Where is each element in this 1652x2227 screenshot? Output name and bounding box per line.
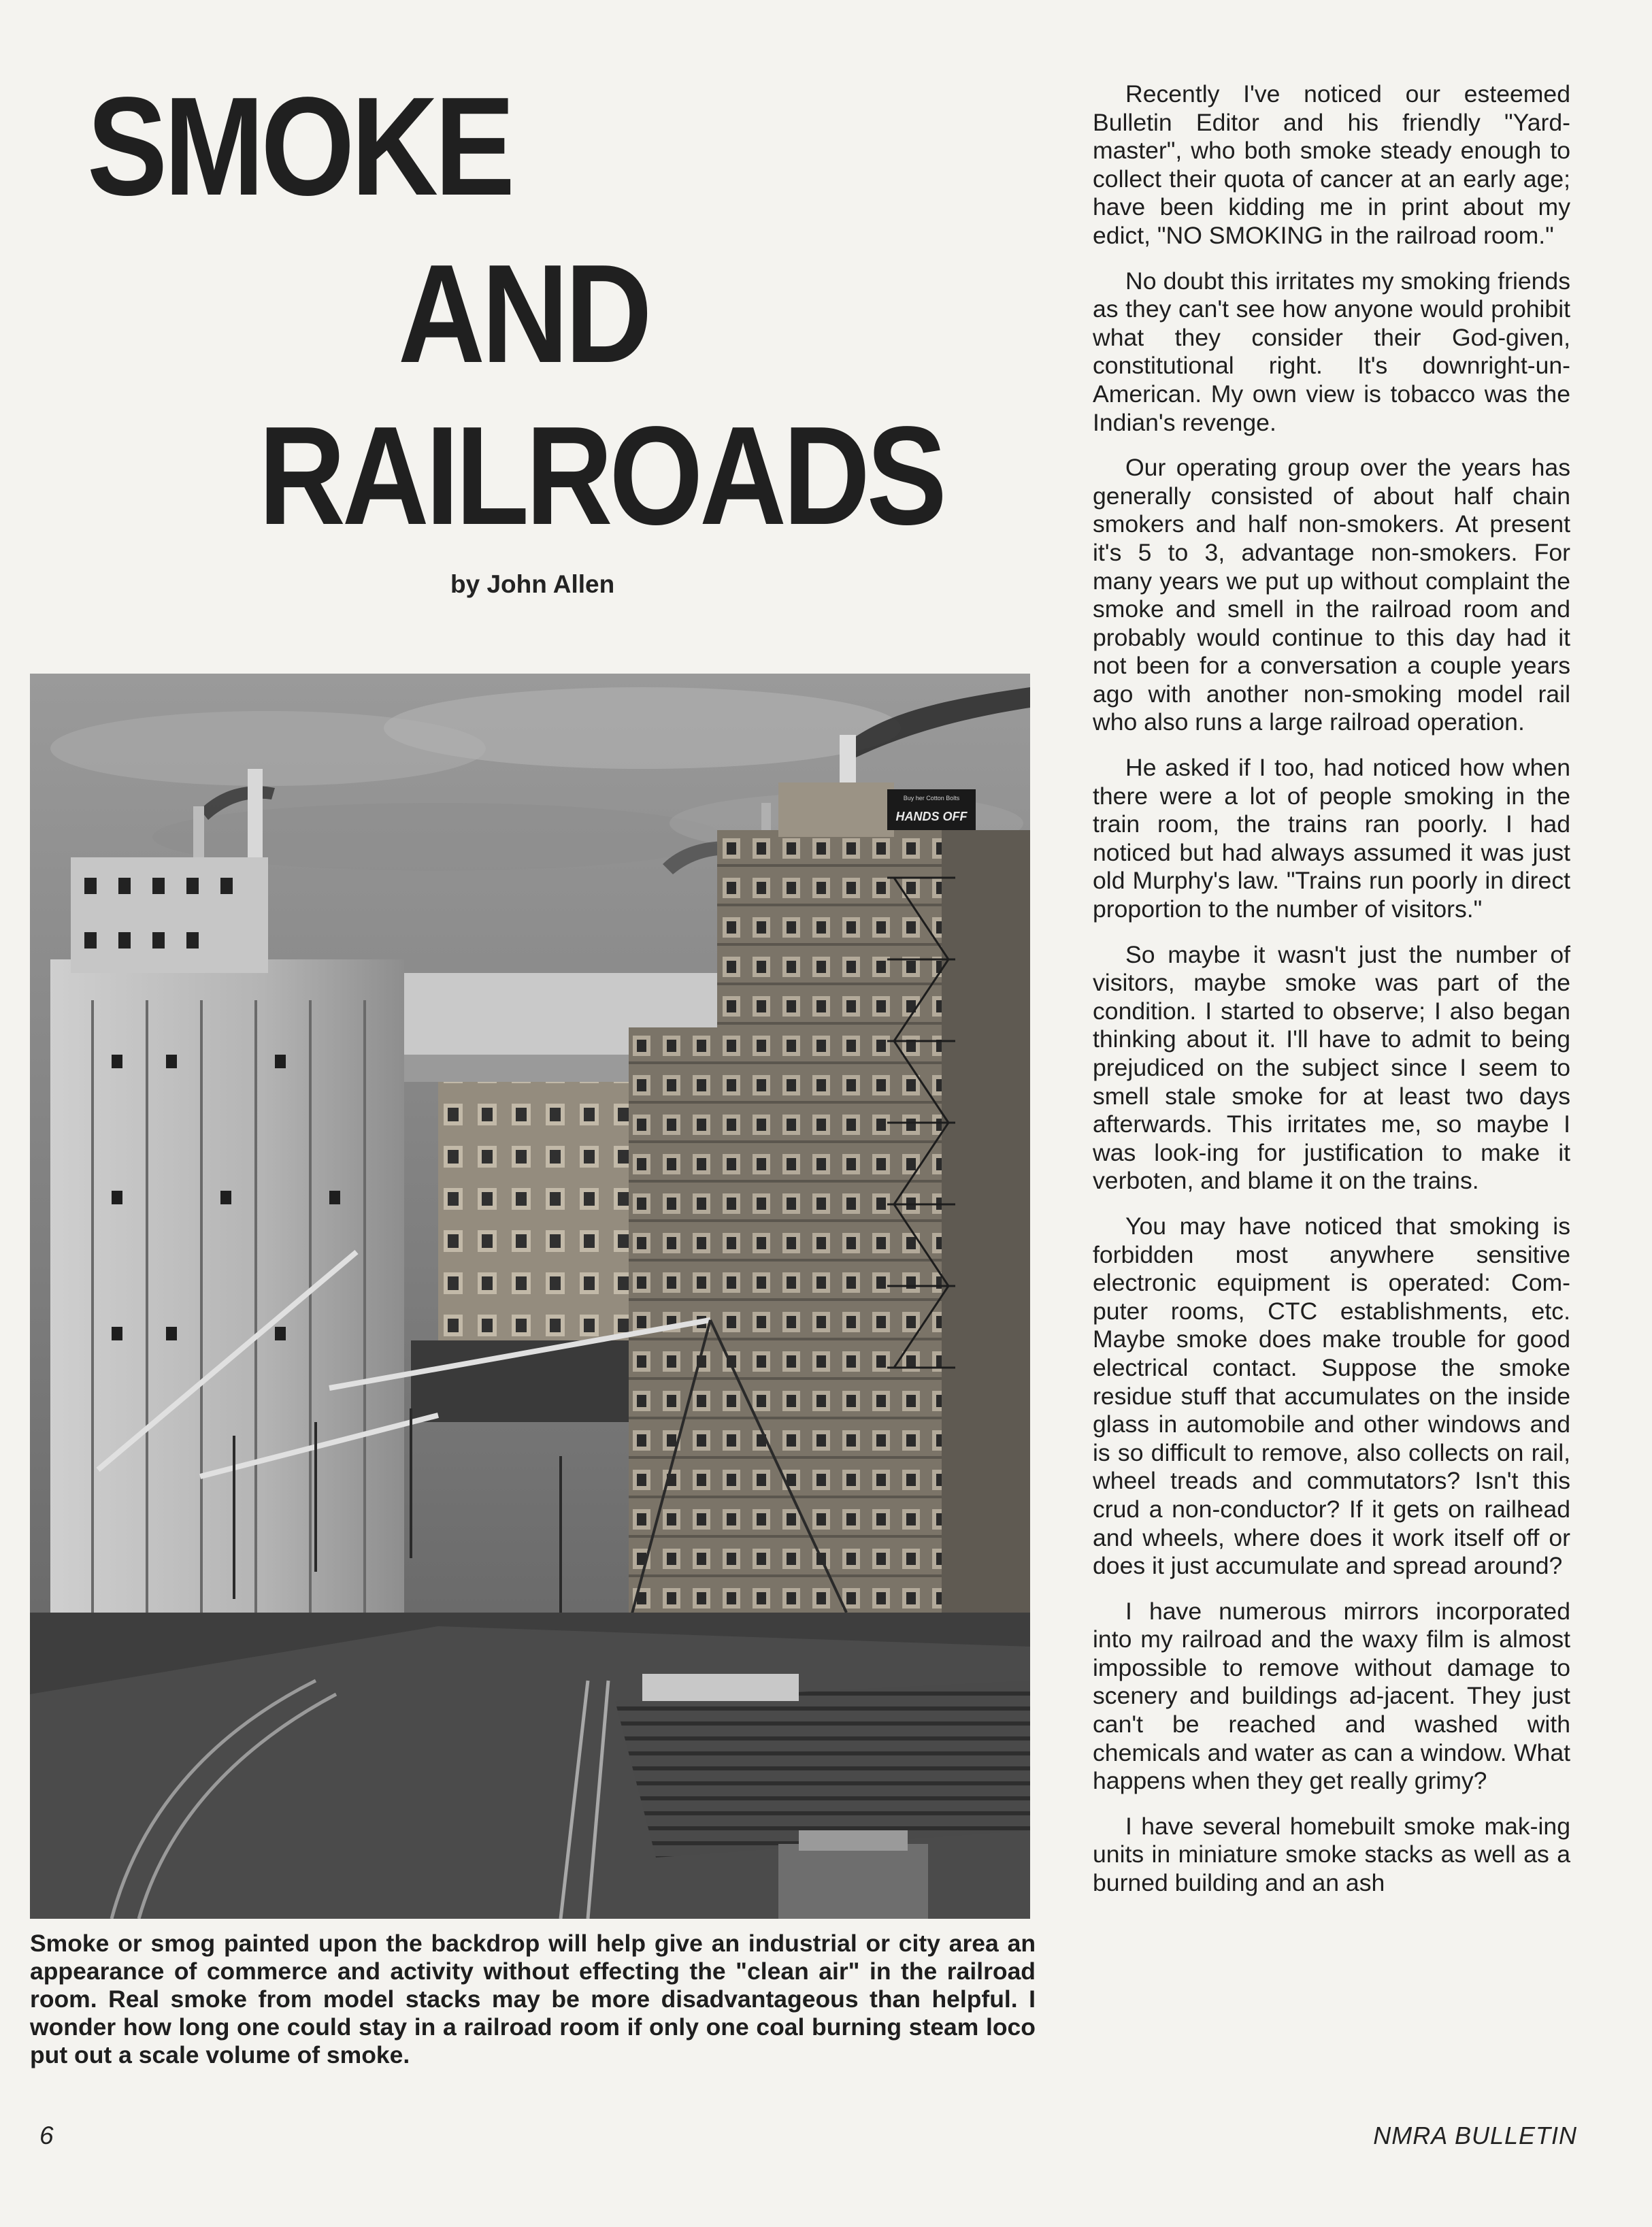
publication-name: NMRA BULLETIN (1373, 2122, 1577, 2149)
article-title-line-1: SMOKE (87, 68, 512, 225)
article-body-column (1093, 80, 1570, 1915)
rooftop-sign-main-text: HANDS OFF (895, 810, 968, 823)
rooftop-sign-small-text: Buy her Cotton Bolts (903, 795, 960, 802)
byline: by John Allen (450, 570, 615, 598)
page-number: 6 (39, 2122, 54, 2149)
body-paragraph-3: Our operating group over the years has generally consisted of about half chain smokers and half non-smokers. At present it's 5 to 3, advantage non-smokers. For many years we put up without complaint the smoke and smell in the railroad room and probably would continue to this day had it not been for a conversation a couple years ago with another non-smoking model rail who also runs a large railroad operation. (1093, 454, 1570, 736)
layout-photo (30, 674, 1030, 1919)
article-title-line-3: RAILROADS (259, 397, 944, 554)
body-paragraph-2: No doubt this irritates my smoking friends as they can't see how anyone would prohibit what they consider their God-given, constitutional right. It's downright-un-American. My own view is tobacco was the Indian's revenge. (1093, 267, 1570, 436)
body-paragraph-1: Recently I've noticed our esteemed Bulletin Editor and his friendly "Yard-master", who both smoke steady enough to collect their quota of cancer at an early age; have been kidding me in print about my edict, "NO SMOKING in the railroad room." (1093, 80, 1570, 249)
body-paragraph-4: He asked if I too, had noticed how when there were a lot of people smoking in the train room, the trains ran poorly. I had noticed but had always assumed it was just old Murphy's law. "Trains run poorly in direct proportion to the number of visitors." (1093, 754, 1570, 923)
body-paragraph-5: So maybe it wasn't just the number of visitors, maybe smoke was part of the condition. I started to observe; I also began thinking about it. I'll have to admit to being prejudiced on the subject since I seem to smell stale smoke for at least two days afterwards. This irritates me, so maybe I was look-ing for justification to make it verboten, and blame it on the trains. (1093, 940, 1570, 1195)
photo-caption: Smoke or smog painted upon the backdrop will help give an industrial or city area an appearance of commerce and activity without effecting the "clean air" in the railroad room. Real smoke from model stacks may be more disadvantageous than helpful. I wonder how long one could stay in a railroad room if only one coal burning steam loco put out a scale volume of smoke. (30, 1930, 1036, 2068)
body-paragraph-8: I have several homebuilt smoke mak-ing units in miniature smoke stacks as well as a burned building and an ash (1093, 1812, 1570, 1897)
body-paragraph-7: I have numerous mirrors incorporated into my railroad and the waxy film is almost impossible to remove without damage to scenery and buildings ad-jacent. They just can't be reached and washed with chemicals and water as can a window. What happens when they get really grimy? (1093, 1597, 1570, 1795)
body-paragraph-6: You may have noticed that smoking is forbidden most anywhere sensitive electronic equipment is operated: Com-puter rooms, CTC establishments, etc. Maybe smoke does make trouble for good electrical contact. Suppose the smoke residue stuff that accumulates on the inside glass in automobile and other windows and is so difficult to remove, also collects on rail, wheel treads and commutators? Isn't this crud a non-conductor? If it gets on railhead and wheels, where does it work itself off or does it just accumulate and spread around? (1093, 1212, 1570, 1580)
article-title-line-2: AND (398, 235, 649, 392)
